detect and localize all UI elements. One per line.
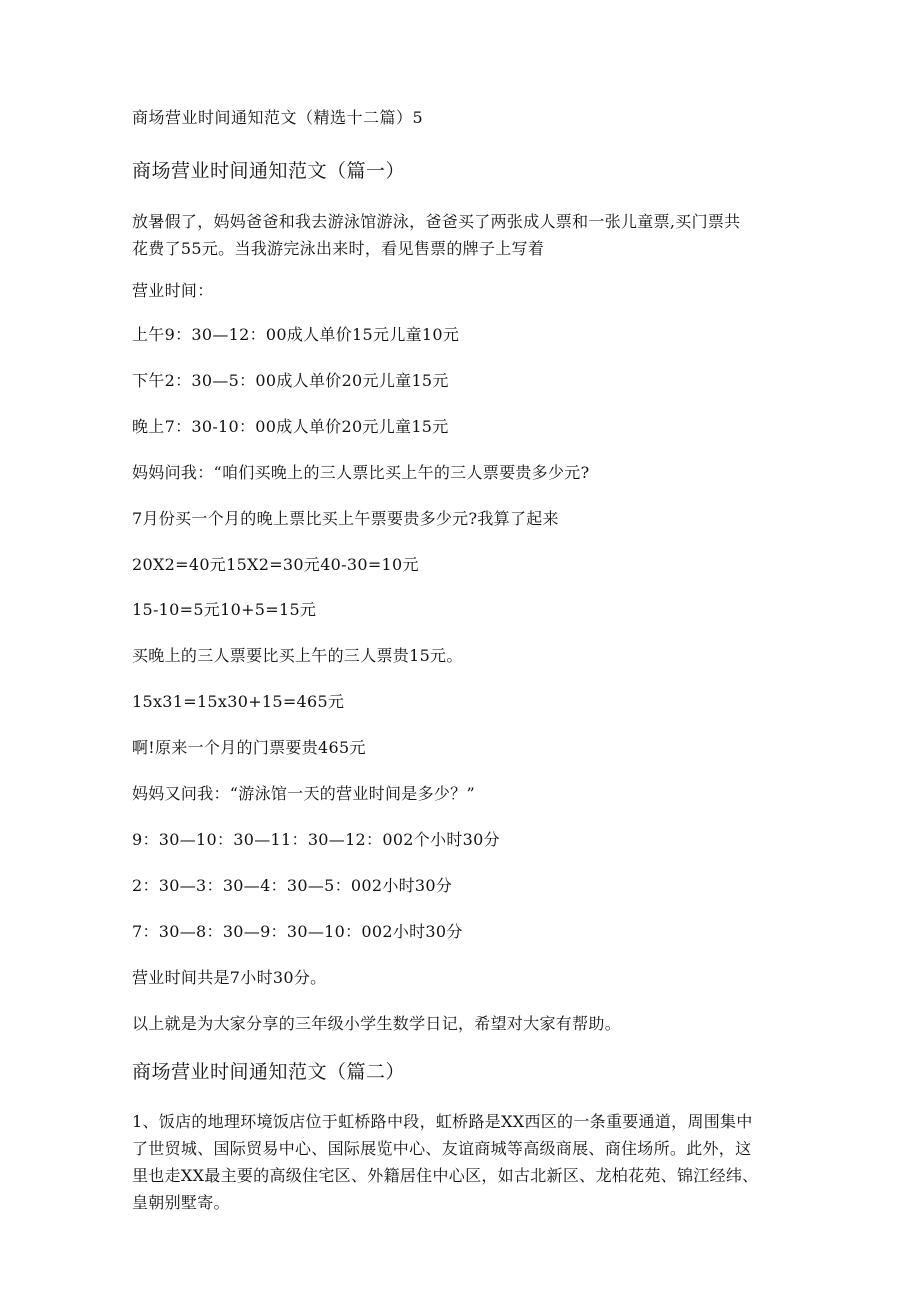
body-line: 里也走XX最主要的高级住宅区、外籍居住中心区，如古北新区、龙柏花苑、锦江经纬、	[132, 1166, 759, 1185]
paragraph: 妈妈又问我：“游泳馆一天的营业时间是多少？”	[132, 784, 475, 803]
paragraph: 下午2：30—5：00成人单价20元儿童15元	[132, 371, 449, 390]
paragraph: 买晚上的三人票要比买上午的三人票贵15元。	[132, 646, 463, 665]
paragraph: 晚上7：30-10：00成人单价20元儿童15元	[132, 417, 449, 436]
paragraph: 2：30—3：30—4：30—5：002小时30分	[132, 876, 453, 895]
intro-line: 放暑假了，妈妈爸爸和我去游泳馆游泳，爸爸买了两张成人票和一张儿童票,买门票共	[132, 212, 741, 231]
section-1-intro	[132, 208, 792, 262]
paragraph: 以上就是为大家分享的三年级小学生数学日记，希望对大家有帮助。	[132, 1014, 622, 1033]
paragraph: 营业时间：	[132, 281, 214, 300]
paragraph: 妈妈问我：“咱们买晚上的三人票比买上午的三人票要贵多少元?	[132, 463, 590, 482]
body-line: 了世贸城、国际贸易中心、国际展览中心、友谊商城等高级商展、商住场所。此外，这	[132, 1139, 752, 1158]
section-1-heading: 商场营业时间通知范文（篇一）	[132, 160, 406, 182]
body-line: 皇朝别墅寄。	[132, 1193, 230, 1212]
paragraph: 9：30—10：30—11：30—12：002个小时30分	[132, 830, 500, 849]
paragraph: 营业时间共是7小时30分。	[132, 968, 327, 987]
section-2-body	[132, 1108, 792, 1216]
intro-line: 花费了55元。当我游完泳出来时，看见售票的牌子上写着	[132, 239, 545, 258]
body-line: 1、饭店的地理环境饭店位于虹桥路中段，虹桥路是XX西区的一条重要通道，周围集中	[132, 1112, 753, 1131]
document-title: 商场营业时间通知范文（精选十二篇）5	[132, 108, 424, 127]
paragraph: 20X2=40元15X2=30元40-30=10元	[132, 555, 419, 574]
paragraph: 7：30—8：30—9：30—10：002小时30分	[132, 922, 463, 941]
section-2-heading: 商场营业时间通知范文（篇二）	[132, 1061, 406, 1083]
paragraph: 7月份买一个月的晚上票比买上午票要贵多少元?我算了起来	[132, 509, 559, 528]
paragraph: 15-10=5元10+5=15元	[132, 600, 317, 619]
paragraph: 15x31=15x30+15=465元	[132, 692, 345, 711]
paragraph: 上午9：30—12：00成人单价15元儿童10元	[132, 325, 460, 344]
paragraph: 啊!原来一个月的门票要贵465元	[132, 738, 366, 757]
